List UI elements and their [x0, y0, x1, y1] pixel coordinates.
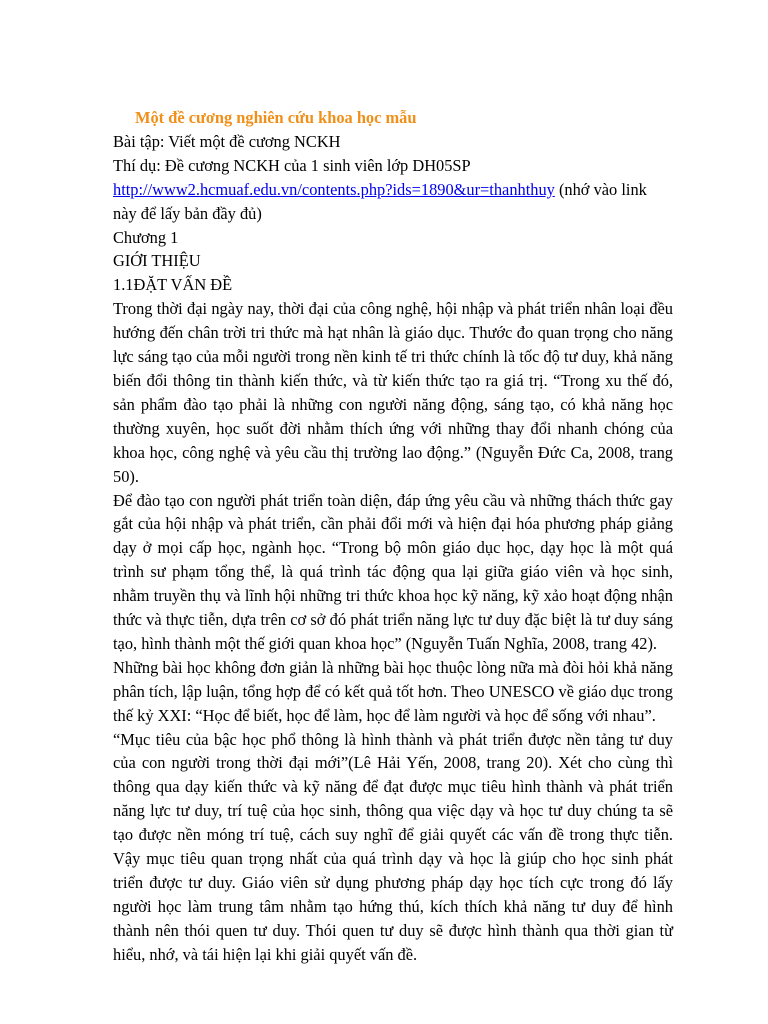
section-heading: 1.1ĐẶT VẤN ĐỀ	[113, 275, 233, 295]
link-note: (nhớ vào link này để lấy bản đầy đủ)	[113, 179, 647, 223]
chapter-label: Chương 1	[113, 227, 179, 247]
document-title: Một đề cương nghiên cứu khoa học mẫu	[135, 108, 417, 127]
chapter-title: GIỚI THIỆU	[113, 251, 201, 271]
body-paragraph: “Mục tiêu của bậc học phổ thông là hình thành và phát triển được nền tảng tư duy của con người trong thời đại mới”(Lê Hải Yến, 2008, trang 20). Xét cho cùng thì thông qua dạy kiến thức và kỹ năng để đạt được mục tiêu hình thành và phát triển năng lực tư duy, trí tuệ của học sinh, thông qua việc dạy và học tư duy chúng ta sẽ tạo được nền móng trí tuệ, cách suy nghĩ để giải quyết các vấn đề trong thực tiễn. Vậy mục tiêu quan trọng nhất của quá trình dạy và học là giúp cho học sinh phát triển được tư duy. Giáo viên sử dụng phương pháp dạy học tích cực trong đó lấy người học làm trung tâm nhằm tạo hứng thú, kích thích khả năng tư duy để hình thành nên thói quen tư duy. Thói quen tư duy sẽ được hình thành qua thời gian từ hiểu, nhớ, và tái hiện lại khi giải quyết vấn đề.	[113, 729, 673, 964]
body-paragraph: Để đào tạo con người phát triển toàn diện, đáp ứng yêu cầu và những thách thức gay gắt của hội nhập và phát triển, cần phải đổi mới và hiện đại hóa phương pháp giảng dạy ở mọi cấp học, ngành học. “Trong bộ môn giáo dục học, dạy học là một quá trình sư phạm tổng thể, là quá trình tác động qua lại giữa giáo viên và học sinh, nhằm truyền thụ và lĩnh hội những tri thức khoa học kỹ năng, kỹ xảo hoạt động nhận thức và thực tiễn, dựa trên cơ sở đó phát triển năng lực tư duy đặc biệt là tư duy sáng tạo, hình thành một thế giới quan khoa học” (Nguyễn Tuấn Nghĩa, 2008, trang 42).	[113, 490, 673, 653]
example-line: Thí dụ: Đề cương NCKH của 1 sinh viên lớp DH05SP	[113, 155, 471, 175]
link-line	[113, 178, 673, 226]
body-paragraph: Những bài học không đơn giản là những bài học thuộc lòng nữa mà đòi hỏi khả năng phân tích, lập luận, tổng hợp để có kết quả tốt hơn. Theo UNESCO về giáo dục trong thế kỷ XXI: “Học để biết, học để làm, học để làm người và học để sống với nhau”.	[113, 657, 673, 725]
body-paragraph: Trong thời đại ngày nay, thời đại của công nghệ, hội nhập và phát triển nhân loại đều hướng đến chân trời tri thức mà hạt nhân là giáo dục. Thước đo quan trọng cho năng lực sáng tạo của mỗi người trong nền kinh tế tri thức chính là tốc độ tư duy, khả năng biến đổi thông tin thành kiến thức, và từ kiến thức tạo ra giá trị. “Trong xu thế đó, sản phẩm đào tạo phải là những con người năng động, sáng tạo, có khả năng học thường xuyên, học suốt đời nhằm thích ứng với những thay đổi nhanh chóng của khoa học, công nghệ và yêu cầu thị trường lao động.” (Nguyễn Đức Ca, 2008, trang 50).	[113, 299, 673, 486]
exercise-line: Bài tập: Viết một đề cương NCKH	[113, 131, 341, 151]
document-page	[113, 106, 673, 967]
source-link[interactable]: http://www2.hcmuaf.edu.vn/contents.php?ids=1890&ur=thanhthuy	[113, 179, 555, 199]
